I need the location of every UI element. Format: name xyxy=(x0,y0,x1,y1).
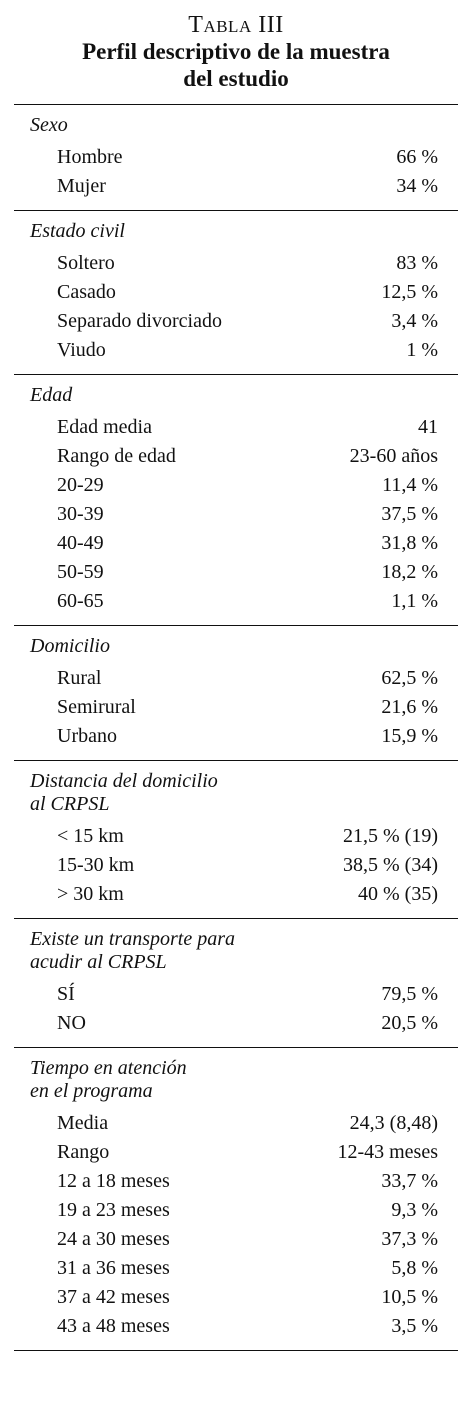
row-value: 15,9 % xyxy=(381,725,438,747)
row-value: 34 % xyxy=(396,175,438,197)
table-row xyxy=(14,693,458,722)
row-label: 60-65 xyxy=(57,590,104,612)
row-label: 20-29 xyxy=(57,474,104,496)
table-section xyxy=(14,211,458,375)
row-label: Semirural xyxy=(57,696,136,718)
row-label: 30-39 xyxy=(57,503,104,525)
row-label: Rural xyxy=(57,667,102,689)
table-header xyxy=(14,0,458,90)
row-label: 19 a 23 meses xyxy=(57,1199,170,1221)
row-label: Edad media xyxy=(57,416,152,438)
table-row xyxy=(14,1196,458,1225)
table-section xyxy=(14,1048,458,1351)
row-label: Urbano xyxy=(57,725,117,747)
row-value: 23-60 años xyxy=(349,445,438,467)
row-value: 1,1 % xyxy=(391,590,438,612)
row-value: 5,8 % xyxy=(391,1257,438,1279)
row-label: Viudo xyxy=(57,339,106,361)
row-value: 24,3 (8,48) xyxy=(349,1112,438,1134)
section-title: Sexo xyxy=(30,114,68,136)
table-row xyxy=(14,1167,458,1196)
row-label: Rango de edad xyxy=(57,445,176,467)
section-title: Distancia del domicilio al CRPSL xyxy=(30,770,218,815)
table-row xyxy=(14,500,458,529)
table-row xyxy=(14,471,458,500)
table-row xyxy=(14,278,458,307)
row-label: Casado xyxy=(57,281,116,303)
row-label: NO xyxy=(57,1012,86,1034)
table-body xyxy=(14,105,458,1351)
table-row xyxy=(14,980,458,1009)
row-label: 40-49 xyxy=(57,532,104,554)
row-label: 12 a 18 meses xyxy=(57,1170,170,1192)
row-value: 9,3 % xyxy=(391,1199,438,1221)
row-label: 15-30 km xyxy=(57,854,135,876)
row-value: 38,5 % (34) xyxy=(343,854,438,876)
row-value: 41 xyxy=(418,416,438,438)
table-section xyxy=(14,105,458,211)
row-value: 10,5 % xyxy=(381,1286,438,1308)
row-value: 66 % xyxy=(396,146,438,168)
table-row xyxy=(14,558,458,587)
table-row xyxy=(14,307,458,336)
row-label: SÍ xyxy=(57,983,75,1005)
table-row xyxy=(14,1009,458,1038)
row-label: 50-59 xyxy=(57,561,104,583)
row-value: 21,6 % xyxy=(381,696,438,718)
row-label: Soltero xyxy=(57,252,115,274)
table-row xyxy=(14,880,458,909)
row-value: 40 % (35) xyxy=(358,883,438,905)
row-value: 11,4 % xyxy=(382,474,438,496)
table-section xyxy=(14,375,458,626)
table-row xyxy=(14,442,458,471)
row-value: 3,5 % xyxy=(391,1315,438,1337)
table-row xyxy=(14,1138,458,1167)
row-label: Separado divorciado xyxy=(57,310,222,332)
table-row xyxy=(14,1283,458,1312)
row-value: 20,5 % xyxy=(381,1012,438,1034)
table-row xyxy=(14,172,458,201)
row-label: Rango xyxy=(57,1141,110,1163)
row-value: 79,5 % xyxy=(381,983,438,1005)
row-label: Hombre xyxy=(57,146,123,168)
row-label: 43 a 48 meses xyxy=(57,1315,170,1337)
table-title-line-2: del estudio xyxy=(183,66,289,91)
table-row xyxy=(14,1225,458,1254)
section-title: Existe un transporte para acudir al CRPSL xyxy=(30,928,235,973)
row-value: 31,8 % xyxy=(381,532,438,554)
row-value: 12-43 meses xyxy=(337,1141,438,1163)
table-row xyxy=(14,1312,458,1341)
section-title: Tiempo en atención en el programa xyxy=(30,1057,187,1102)
table-section xyxy=(14,919,458,1048)
table-row xyxy=(14,851,458,880)
table-row xyxy=(14,413,458,442)
row-label: < 15 km xyxy=(57,825,124,847)
row-value: 1 % xyxy=(406,339,438,361)
row-value: 12,5 % xyxy=(381,281,438,303)
table-label: Tabla III xyxy=(188,12,284,38)
table-row xyxy=(14,529,458,558)
table-row xyxy=(14,722,458,751)
table-row xyxy=(14,1254,458,1283)
table-row xyxy=(14,664,458,693)
section-title: Domicilio xyxy=(30,635,110,657)
section-title: Edad xyxy=(30,384,73,406)
table-row xyxy=(14,822,458,851)
row-value: 3,4 % xyxy=(391,310,438,332)
row-value: 37,3 % xyxy=(381,1228,438,1250)
row-value: 33,7 % xyxy=(381,1170,438,1192)
table-row xyxy=(14,249,458,278)
table-section xyxy=(14,626,458,761)
table-row xyxy=(14,143,458,172)
row-label: 24 a 30 meses xyxy=(57,1228,170,1250)
table-title-line-1: Perfil descriptivo de la muestra xyxy=(82,39,390,64)
row-label: Media xyxy=(57,1112,109,1134)
row-value: 62,5 % xyxy=(381,667,438,689)
section-title: Estado civil xyxy=(30,220,125,242)
row-value: 18,2 % xyxy=(381,561,438,583)
row-value: 83 % xyxy=(396,252,438,274)
row-label: 31 a 36 meses xyxy=(57,1257,170,1279)
row-label: > 30 km xyxy=(57,883,124,905)
table-row xyxy=(14,1109,458,1138)
table-row xyxy=(14,336,458,365)
table-section xyxy=(14,761,458,919)
row-value: 37,5 % xyxy=(381,503,438,525)
row-label: 37 a 42 meses xyxy=(57,1286,170,1308)
row-label: Mujer xyxy=(57,175,106,197)
row-value: 21,5 % (19) xyxy=(343,825,438,847)
table-row xyxy=(14,587,458,616)
